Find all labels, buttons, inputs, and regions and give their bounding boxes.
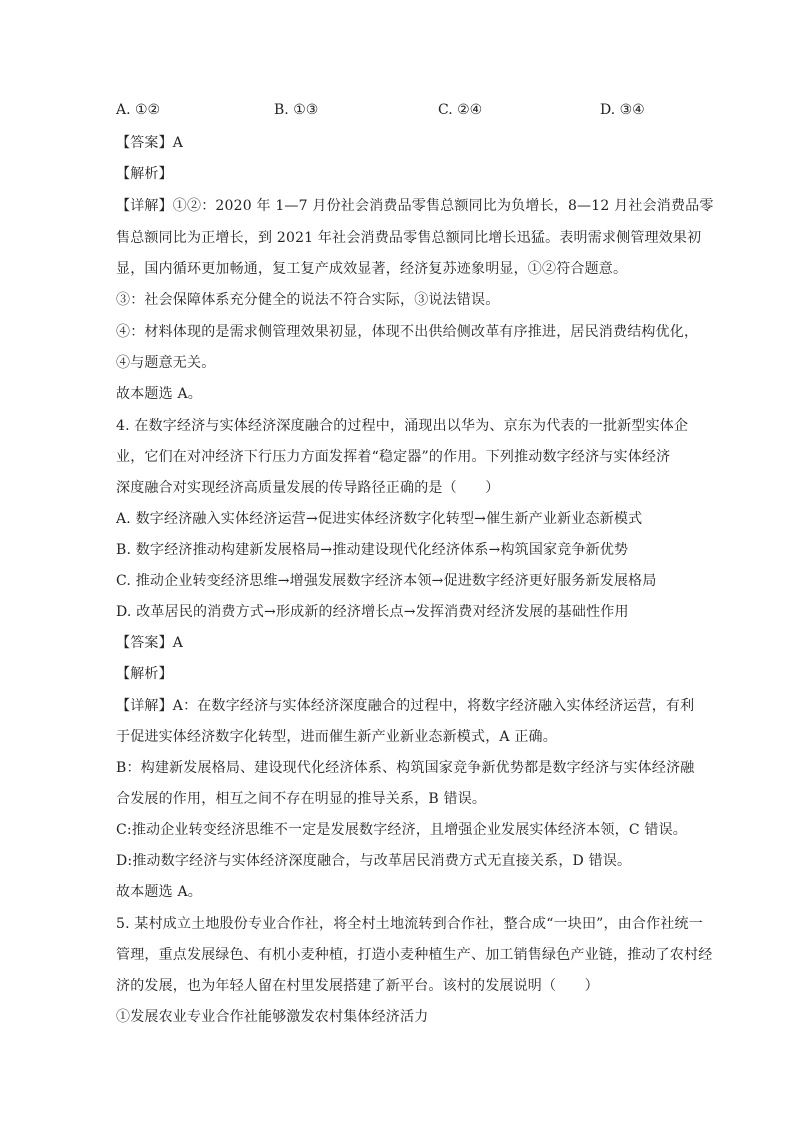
q4-stem-line: 深度融合对实现经济高质量发展的传导路径正确的是（ ） <box>116 480 500 496</box>
q3-detail-line: ④：材料体现的是需求侧管理效果初显，体现不出供给侧改革有序推进，居民消费结构优化， <box>116 324 699 340</box>
q3-options <box>116 102 696 122</box>
q3-option-b: B. ①③ <box>274 102 319 118</box>
q4-stem-line: 4. 在数字经济与实体经济深度融合的过程中，涌现出以华为、京东为代表的一批新型实体企 <box>116 418 689 434</box>
q4-stem-line: 业，它们在对冲经济下行压力方面发挥着“稳定器”的作用。下列推动数字经济与实体经济 <box>116 449 671 465</box>
q4-option-d: D. 改革居民的消费方式→形成新的经济增长点→发挥消费对经济发展的基础性作用 <box>116 604 629 620</box>
q3-answer: 【答案】A <box>116 135 184 151</box>
q5-option-1: ①发展农业专业合作社能够激发农村集体经济活力 <box>116 1009 429 1025</box>
q5-stem-line: 5. 某村成立土地股份专业合作社，将全村土地流转到合作社，整合成“一块田”，由合作社统一 <box>116 916 703 932</box>
q4-option-a: A. 数字经济融入实体经济运营→促进实体经济数字化转型→催生新产业新业态新模式 <box>116 511 643 527</box>
q3-detail-line: ④与题意无关。 <box>116 355 216 371</box>
q4-conclusion: 故本题选 A。 <box>116 884 202 900</box>
q3-option-a: A. ①② <box>116 102 161 118</box>
q3-analysis-heading: 【解析】 <box>116 166 173 182</box>
q3-detail-line: ③：社会保障体系充分健全的说法不符合实际，③说法错误。 <box>116 292 500 308</box>
q4-option-c: C. 推动企业转变经济思维→增强发展数字经济本领→促进数字经济更好服务新发展格局 <box>116 573 657 589</box>
q4-detail-line: 合发展的作用，相互之间不存在明显的推导关系，B 错误。 <box>116 791 487 807</box>
q4-detail-line: 于促进实体经济数字化转型，进而催生新产业新业态新模式，A 正确。 <box>116 729 557 745</box>
q3-detail-line: 【详解】①②：2020 年 1—7 月份社会消费品零售总额同比为负增长，8—12 月社会消费品零 <box>116 198 714 214</box>
q3-option-c: C. ②④ <box>438 102 483 118</box>
q3-detail-line: 售总额同比为正增长，到 2021 年社会消费品零售总额同比增长迅猛。表明需求侧管理效果初 <box>116 230 702 246</box>
q4-detail-line: 【详解】A：在数字经济与实体经济深度融合的过程中，将数字经济融入实体经济运营，有利 <box>116 698 695 714</box>
q4-option-b: B. 数字经济推动构建新发展格局→推动建设现代化经济体系→构筑国家竞争新优势 <box>116 542 629 558</box>
q3-option-d: D. ③④ <box>600 102 645 118</box>
q5-stem-line: 管理，重点发展绿色、有机小麦种植，打造小麦种植生产、加工销售绿色产业链，推动了农村经 <box>116 947 713 963</box>
q4-detail-line: B：构建新发展格局、建设现代化经济体系、构筑国家竞争新优势都是数字经济与实体经济融 <box>116 760 695 776</box>
q4-analysis-heading: 【解析】 <box>116 666 173 682</box>
q4-detail-line: D:推动数字经济与实体经济深度融合，与改革居民消费方式无直接关系，D 错误。 <box>116 853 632 869</box>
q3-conclusion: 故本题选 A。 <box>116 386 202 402</box>
q3-detail-line: 显，国内循环更加畅通，复工复产成效显著，经济复苏迹象明显，①②符合题意。 <box>116 261 628 277</box>
q5-stem-line: 济的发展，也为年轻人留在村里发展搭建了新平台。该村的发展说明（ ） <box>116 978 599 994</box>
q4-answer: 【答案】A <box>116 635 184 651</box>
q4-detail-line: C:推动企业转变经济思维不一定是发展数字经济，且增强企业发展实体经济本领，C 错误。 <box>116 822 687 838</box>
